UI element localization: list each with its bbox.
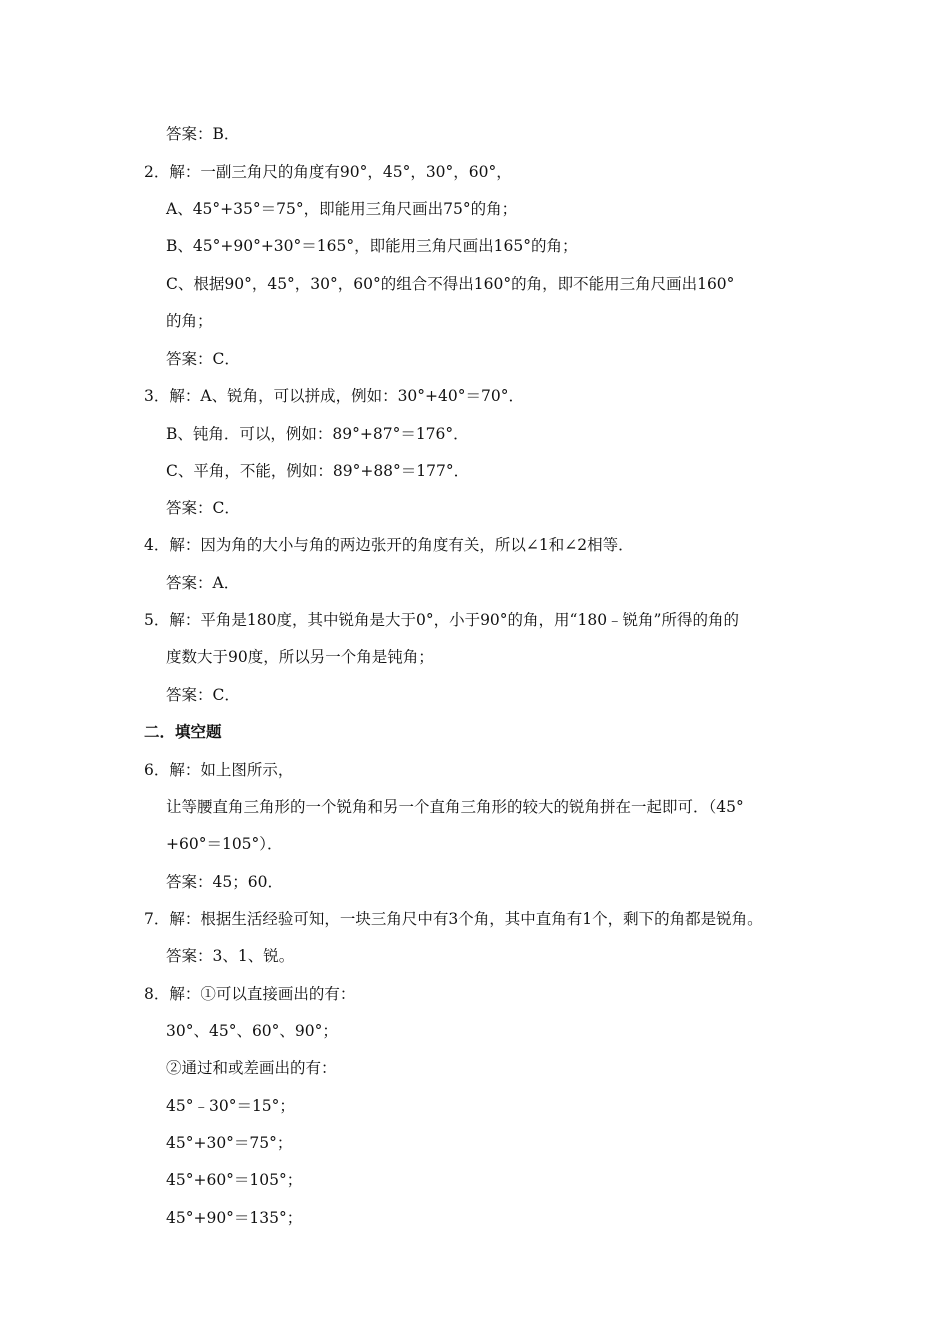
solution-2-c-cont: 的角； (166, 312, 213, 330)
solution-8-eq-4: 45°+90°＝135°； (166, 1209, 303, 1227)
solution-5: 5．解：平角是180度，其中锐角是大于0°，小于90°的角，用“180﹣锐角”所得的角的 (144, 611, 739, 629)
solution-8: 8．解：①可以直接画出的有： (144, 985, 356, 1003)
answer-4: 答案：A． (166, 574, 240, 592)
solution-5-cont: 度数大于90度，所以另一个角是钝角； (166, 648, 434, 666)
answer-5: 答案：C． (166, 686, 240, 704)
solution-2-b: B、45°+90°+30°＝165°，即能用三角尺画出165°的角； (166, 237, 578, 255)
solution-8-combined: ②通过和或差画出的有： (166, 1059, 337, 1077)
solution-2: 2．解：一副三角尺的角度有90°，45°，30°，60°， (144, 163, 512, 181)
solution-6: 6．解：如上图所示， (144, 761, 294, 779)
solution-8-eq-2: 45°+30°＝75°； (166, 1134, 293, 1152)
solution-2-a: A、45°+35°＝75°，即能用三角尺画出75°的角； (166, 200, 518, 218)
item-number: 5． (144, 611, 170, 629)
answer-1: 答案：B． (166, 125, 240, 143)
answer-3: 答案：C． (166, 499, 240, 517)
solution-3-c: C、平角，不能，例如：89°+88°＝177°． (166, 462, 470, 480)
item-number: 2． (144, 163, 170, 181)
solution-2-c: C、根据90°，45°，30°，60°的组合不得出160°的角，即不能用三角尺画出160° (166, 275, 735, 293)
solution-3: 3．解：A、锐角，可以拼成，例如：30°+40°＝70°． (144, 387, 524, 405)
solution-8-eq-3: 45°+60°＝105°； (166, 1171, 303, 1189)
answer-7: 答案：3、1、锐。 (166, 947, 295, 965)
section-heading-fill-in: 二．填空题 (144, 722, 222, 741)
solution-8-eq-1: 45°﹣30°＝15°； (166, 1097, 295, 1115)
item-number: 7． (144, 910, 170, 928)
solution-4: 4．解：因为角的大小与角的两边张开的角度有关，所以∠1和∠2相等． (144, 536, 634, 554)
item-number: 4． (144, 536, 170, 554)
solution-6-cont: +60°＝105°）． (166, 835, 283, 853)
solution-3-b: B、钝角．可以，例如：89°+87°＝176°． (166, 425, 469, 443)
solution-6-body: 让等腰直角三角形的一个锐角和另一个直角三角形的较大的锐角拼在一起即可．（45° (166, 798, 744, 816)
solution-7: 7．解：根据生活经验可知，一块三角尺中有3个角，其中直角有1个，剩下的角都是锐角。 (144, 910, 763, 928)
solution-8-direct-list: 30°、45°、60°、90°； (166, 1022, 338, 1040)
item-number: 6． (144, 761, 170, 779)
answer-2: 答案：C． (166, 350, 240, 368)
item-number: 3． (144, 387, 170, 405)
answer-6: 答案：45；60． (166, 873, 283, 891)
item-number: 8． (144, 985, 170, 1003)
